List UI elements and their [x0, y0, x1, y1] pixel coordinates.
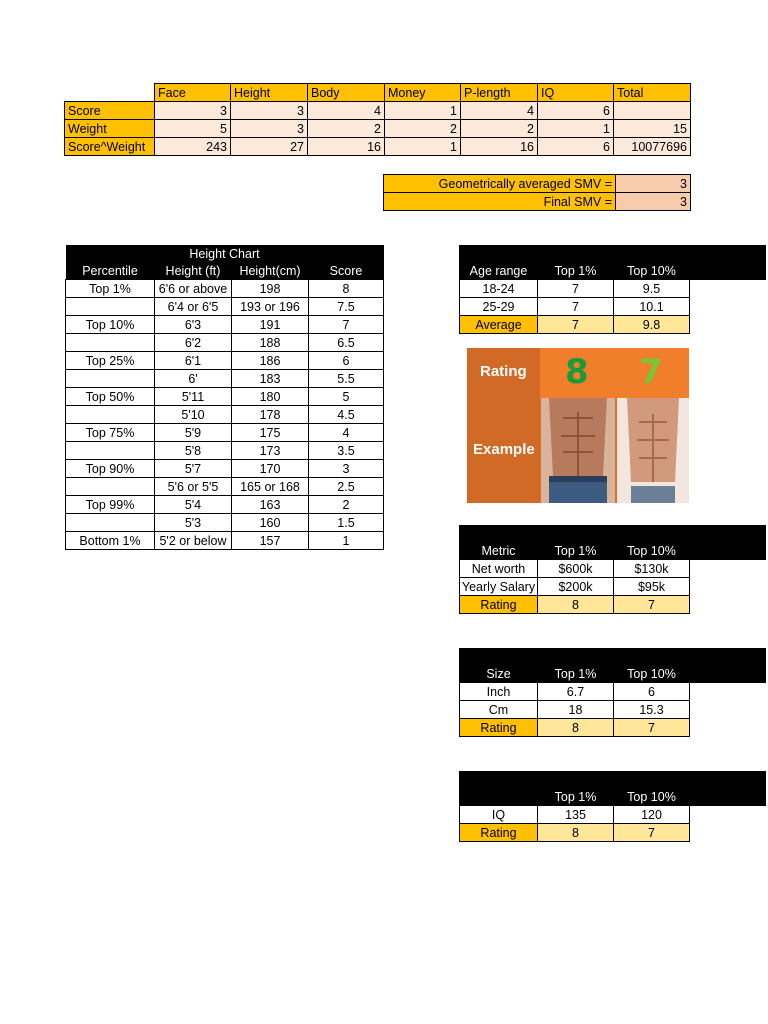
header-score: Score — [309, 262, 384, 280]
cell[interactable]: 10077696 — [614, 138, 691, 156]
cell[interactable]: 8 — [538, 824, 614, 842]
cell[interactable]: $600k — [538, 560, 614, 578]
cell[interactable]: 16 — [461, 138, 538, 156]
cell[interactable]: 4 — [461, 102, 538, 120]
header-top1: Top 1% — [538, 665, 614, 683]
cell[interactable]: 15 — [614, 120, 691, 138]
cell[interactable]: 18 — [538, 701, 614, 719]
cell[interactable] — [66, 334, 155, 352]
table-row — [66, 298, 384, 316]
cell[interactable]: 16 — [308, 138, 385, 156]
header-face: Face — [155, 84, 231, 102]
cell[interactable] — [66, 370, 155, 388]
header-top10: Top 10% — [614, 262, 690, 280]
cell[interactable]: Top 10% — [66, 316, 155, 334]
row-label: Score^Weight — [65, 138, 155, 156]
cell[interactable]: 2 — [461, 120, 538, 138]
cell[interactable]: 2.5 — [309, 478, 384, 496]
cell[interactable]: 173 — [232, 442, 309, 460]
cell[interactable]: 170 — [232, 460, 309, 478]
header-top1: Top 1% — [538, 542, 614, 560]
torso-photo-right — [617, 398, 689, 503]
size-table-header — [460, 665, 690, 683]
cell[interactable]: 183 — [232, 370, 309, 388]
cell[interactable]: 6' — [155, 370, 232, 388]
table-row — [66, 496, 384, 514]
cell[interactable]: 7 — [614, 824, 690, 842]
cell[interactable]: 165 or 168 — [232, 478, 309, 496]
score-table — [64, 83, 691, 156]
cell[interactable]: Cm — [460, 701, 538, 719]
average-label: Average — [460, 316, 538, 334]
cell[interactable]: 27 — [231, 138, 308, 156]
final-smv-label: Final SMV = — [384, 193, 616, 211]
cell[interactable]: Net worth — [460, 560, 538, 578]
cell[interactable]: 5'3 — [155, 514, 232, 532]
table-row — [66, 406, 384, 424]
cell[interactable] — [66, 478, 155, 496]
table-row — [66, 514, 384, 532]
cell[interactable]: 175 — [232, 424, 309, 442]
cell[interactable]: 18-24 — [460, 280, 538, 298]
header-top1: Top 1% — [538, 788, 614, 806]
cell[interactable]: 3 — [155, 102, 231, 120]
row-label: Score — [65, 102, 155, 120]
cell[interactable]: $130k — [614, 560, 690, 578]
cell[interactable] — [614, 102, 691, 120]
cell[interactable]: 5'6 or 5'5 — [155, 478, 232, 496]
cell[interactable]: 4 — [308, 102, 385, 120]
cell[interactable]: 8 — [538, 596, 614, 614]
cell[interactable]: 6 — [538, 138, 614, 156]
cell[interactable]: Inch — [460, 683, 538, 701]
cell[interactable]: Top 75% — [66, 424, 155, 442]
header-size: Size — [460, 665, 538, 683]
cell[interactable]: 9.8 — [614, 316, 690, 334]
cell[interactable]: 5 — [155, 120, 231, 138]
cell[interactable]: 5'10 — [155, 406, 232, 424]
table-row — [460, 280, 690, 298]
table-row — [66, 370, 384, 388]
cell[interactable]: 7.5 — [309, 298, 384, 316]
cell[interactable]: 1.5 — [309, 514, 384, 532]
table-row — [460, 298, 690, 316]
cell[interactable]: 191 — [232, 316, 309, 334]
cell[interactable] — [66, 298, 155, 316]
rating-text: Rating — [480, 363, 527, 380]
header-height-ft: Height (ft) — [155, 262, 232, 280]
header-height-cm: Height(cm) — [232, 262, 309, 280]
cell[interactable]: 6'1 — [155, 352, 232, 370]
header-percentile: Percentile — [66, 262, 155, 280]
table-row — [66, 532, 384, 550]
table-row — [460, 806, 690, 824]
cell[interactable]: 243 — [155, 138, 231, 156]
cell[interactable]: 6.7 — [538, 683, 614, 701]
cell[interactable]: 25-29 — [460, 298, 538, 316]
cell[interactable] — [66, 514, 155, 532]
geo-smv-value[interactable]: 3 — [616, 175, 691, 193]
cell[interactable]: 186 — [232, 352, 309, 370]
cell[interactable]: 193 or 196 — [232, 298, 309, 316]
cell[interactable]: 120 — [614, 806, 690, 824]
cell[interactable]: 7 — [538, 298, 614, 316]
cell[interactable]: Top 99% — [66, 496, 155, 514]
height-chart-header-row — [66, 262, 384, 280]
table-row — [460, 578, 690, 596]
cell[interactable]: 7 — [309, 316, 384, 334]
cell[interactable]: 7 — [614, 719, 690, 737]
row-label: Weight — [65, 120, 155, 138]
cell[interactable]: $200k — [538, 578, 614, 596]
header-body: Body — [308, 84, 385, 102]
table-row — [66, 316, 384, 334]
rating-row — [460, 824, 690, 842]
rating-example-image — [467, 348, 689, 503]
cell[interactable]: 1 — [309, 532, 384, 550]
table-row — [66, 334, 384, 352]
cell[interactable]: 6.5 — [309, 334, 384, 352]
cell[interactable]: 9.5 — [614, 280, 690, 298]
cell[interactable]: 6'4 or 6'5 — [155, 298, 232, 316]
iq-table-header — [460, 788, 690, 806]
cell[interactable]: 5'7 — [155, 460, 232, 478]
final-smv-row — [384, 193, 691, 211]
cell[interactable]: 4.5 — [309, 406, 384, 424]
header-iq: IQ — [538, 84, 614, 102]
header-top10: Top 10% — [614, 788, 690, 806]
cell[interactable]: 6'2 — [155, 334, 232, 352]
cell[interactable] — [66, 406, 155, 424]
cell[interactable]: 5 — [309, 388, 384, 406]
cell[interactable]: 5'9 — [155, 424, 232, 442]
cell[interactable]: 2 — [309, 496, 384, 514]
table-row — [66, 424, 384, 442]
cell[interactable]: 2 — [385, 120, 461, 138]
header-total: Total — [614, 84, 691, 102]
cell[interactable]: 160 — [232, 514, 309, 532]
cell[interactable]: 6'6 or above — [155, 280, 232, 298]
cell[interactable]: 7 — [538, 316, 614, 334]
rating-number-right: 7 — [639, 352, 663, 392]
final-smv-value[interactable]: 3 — [616, 193, 691, 211]
cell[interactable]: 5'4 — [155, 496, 232, 514]
cell[interactable]: 180 — [232, 388, 309, 406]
example-text: Example — [473, 441, 535, 458]
geo-smv-row — [384, 175, 691, 193]
header-age-range: Age range — [460, 262, 538, 280]
header-top10: Top 10% — [614, 542, 690, 560]
average-row — [460, 316, 690, 334]
rating-label: Rating — [460, 596, 538, 614]
table-row — [460, 560, 690, 578]
score-weight-row — [65, 138, 691, 156]
cell[interactable]: Top 25% — [66, 352, 155, 370]
height-chart-title: Height Chart — [66, 245, 384, 262]
cell[interactable]: Bottom 1% — [66, 532, 155, 550]
height-chart-table — [65, 245, 384, 550]
score-table-header — [65, 84, 691, 102]
cell[interactable]: 3 — [231, 120, 308, 138]
iq-table — [459, 788, 690, 842]
table-row — [460, 701, 690, 719]
cell[interactable]: Top 50% — [66, 388, 155, 406]
cell[interactable]: $95k — [614, 578, 690, 596]
corner-cell — [65, 84, 155, 102]
smv-table — [383, 174, 691, 211]
table-row — [460, 683, 690, 701]
age-table — [459, 262, 690, 334]
cell[interactable]: 6 — [538, 102, 614, 120]
cell[interactable]: 3 — [231, 102, 308, 120]
cell[interactable]: 135 — [538, 806, 614, 824]
table-row — [66, 460, 384, 478]
geo-smv-label: Geometrically averaged SMV = — [384, 175, 616, 193]
rating-number-left: 8 — [565, 352, 589, 392]
cell[interactable]: 3 — [309, 460, 384, 478]
cell[interactable]: 1 — [538, 120, 614, 138]
money-table-header — [460, 542, 690, 560]
size-table — [459, 665, 690, 737]
cell[interactable]: 5'8 — [155, 442, 232, 460]
cell[interactable]: 4 — [309, 424, 384, 442]
header-blank — [460, 788, 538, 806]
cell[interactable]: Yearly Salary — [460, 578, 538, 596]
height-chart-title-row — [66, 245, 384, 262]
cell[interactable]: 6 — [614, 683, 690, 701]
cell[interactable]: 5'11 — [155, 388, 232, 406]
cell[interactable]: 5'2 or below — [155, 532, 232, 550]
table-row — [66, 388, 384, 406]
rating-label: Rating — [460, 719, 538, 737]
score-row — [65, 102, 691, 120]
cell[interactable]: 1 — [385, 138, 461, 156]
table-row — [66, 442, 384, 460]
rating-row — [460, 719, 690, 737]
age-table-header — [460, 262, 690, 280]
cell[interactable]: Top 1% — [66, 280, 155, 298]
cell[interactable]: 198 — [232, 280, 309, 298]
cell[interactable]: IQ — [460, 806, 538, 824]
cell[interactable]: 157 — [232, 532, 309, 550]
header-metric: Metric — [460, 542, 538, 560]
cell[interactable]: Top 90% — [66, 460, 155, 478]
cell[interactable]: 6'3 — [155, 316, 232, 334]
money-table — [459, 542, 690, 614]
table-row — [66, 280, 384, 298]
header-money: Money — [385, 84, 461, 102]
cell[interactable]: 7 — [614, 596, 690, 614]
cell[interactable]: 5.5 — [309, 370, 384, 388]
cell[interactable]: 178 — [232, 406, 309, 424]
header-p-length: P-length — [461, 84, 538, 102]
cell[interactable]: 3.5 — [309, 442, 384, 460]
weight-row — [65, 120, 691, 138]
cell[interactable]: 10.1 — [614, 298, 690, 316]
cell[interactable]: 8 — [538, 719, 614, 737]
table-row — [66, 352, 384, 370]
cell[interactable]: 15.3 — [614, 701, 690, 719]
cell[interactable]: 8 — [309, 280, 384, 298]
header-top1: Top 1% — [538, 262, 614, 280]
cell[interactable]: 6 — [309, 352, 384, 370]
header-top10: Top 10% — [614, 665, 690, 683]
rating-label: Rating — [460, 824, 538, 842]
cell[interactable]: 163 — [232, 496, 309, 514]
torso-photo-left — [541, 398, 615, 503]
cell[interactable]: 188 — [232, 334, 309, 352]
table-row — [66, 478, 384, 496]
cell[interactable]: 1 — [385, 102, 461, 120]
rating-row — [460, 596, 690, 614]
cell[interactable]: 2 — [308, 120, 385, 138]
header-height: Height — [231, 84, 308, 102]
cell[interactable]: 7 — [538, 280, 614, 298]
cell[interactable] — [66, 442, 155, 460]
